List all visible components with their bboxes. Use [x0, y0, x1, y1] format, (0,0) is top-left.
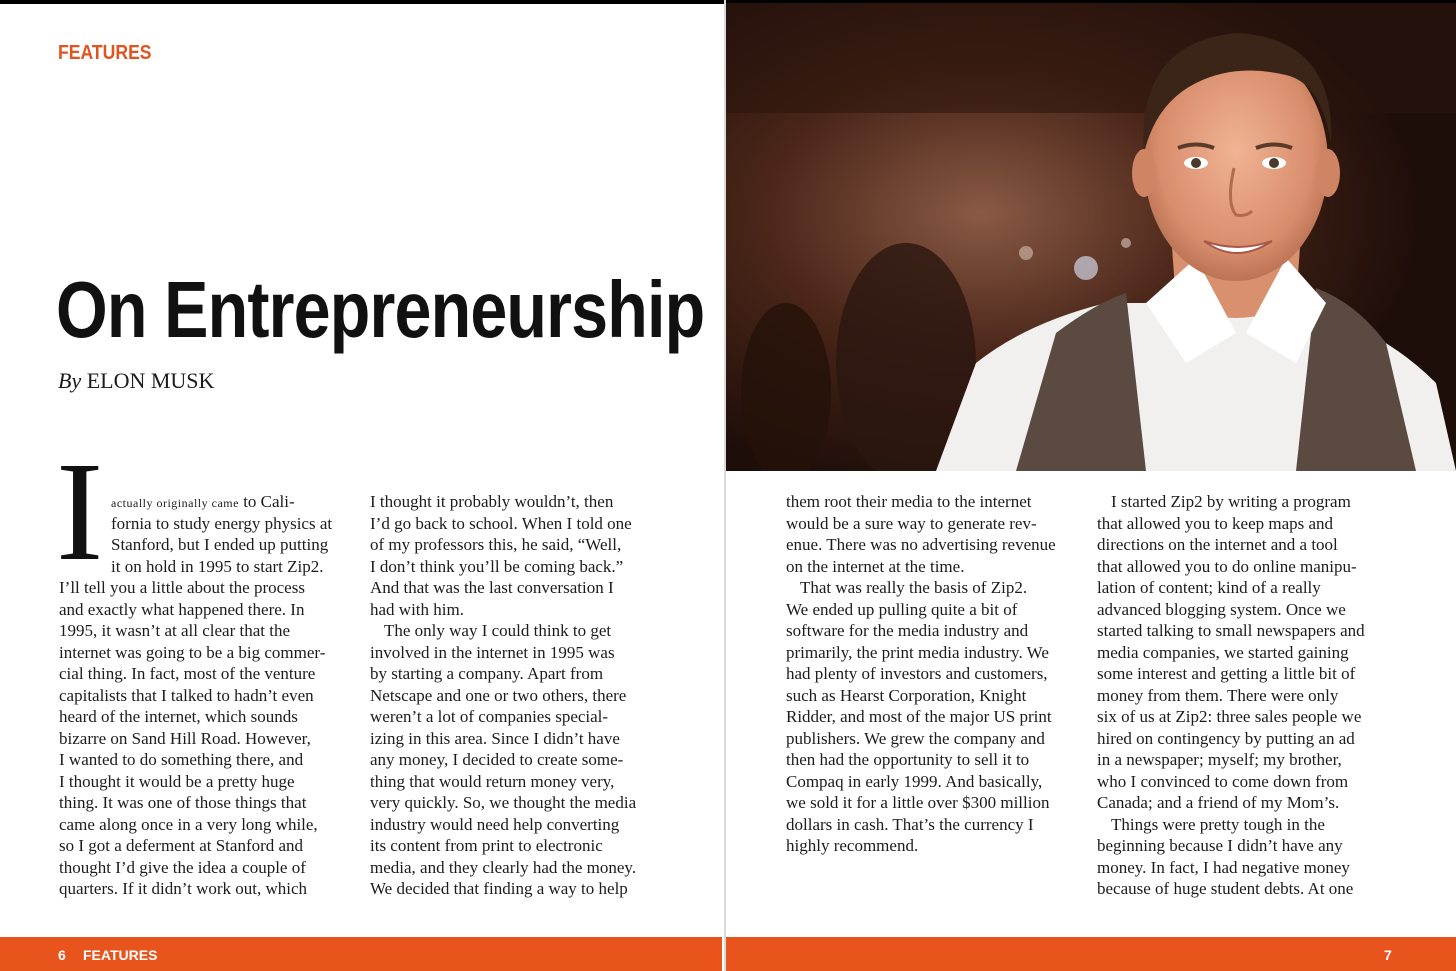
- article-line: beginning because I didn’t have any: [1097, 836, 1343, 855]
- article-line: heard of the internet, which sounds: [59, 707, 298, 726]
- article-line: fornia to study energy physics at: [111, 513, 333, 533]
- article-line: The only way I could think to get: [384, 621, 612, 640]
- article-line: dollars in cash. That’s the currency I: [786, 814, 1034, 834]
- article-line: Compaq in early 1999. And basically,: [786, 771, 1043, 791]
- article-line: of my professors this, he said, “Well,: [370, 535, 622, 554]
- article-line: that allowed you to do online manipu-: [1097, 556, 1357, 576]
- article-line: industry would need help converting: [370, 814, 620, 834]
- article-column-2: [370, 491, 670, 900]
- article-line: Canada; and a friend of my Mom’s.: [1097, 793, 1340, 812]
- article-line: and exactly what happened there. In: [59, 599, 305, 619]
- article-line: primarily, the print media industry. We: [786, 642, 1049, 662]
- article-line: I started Zip2 by writing a program: [1111, 492, 1351, 511]
- article-line: That was really the basis of Zip2.: [800, 578, 1028, 597]
- article-line: internet was going to be a big commer-: [59, 642, 326, 662]
- article-line: then had the opportunity to sell it to: [786, 750, 1030, 769]
- author-photo: [726, 3, 1456, 471]
- section-label: FEATURES: [58, 42, 152, 64]
- article-line: publishers. We grew the company and: [786, 728, 1045, 748]
- article-line: started talking to small newspapers and: [1097, 621, 1365, 640]
- article-line: software for the media industry and: [786, 621, 1029, 640]
- article-line: lation of content; kind of a really: [1097, 578, 1321, 597]
- article-line: quarters. If it didn’t work out, which: [59, 879, 308, 898]
- article-line: I don’t think you’ll be coming back.”: [370, 556, 624, 576]
- article-line: by starting a company. Apart from: [370, 664, 604, 683]
- article-line: I thought it probably wouldn’t, then: [370, 492, 614, 511]
- article-line: some interest and getting a little bit of: [1097, 664, 1356, 683]
- article-line: had plenty of investors and customers,: [786, 664, 1048, 683]
- article-line: And that was the last conversation I: [370, 578, 614, 597]
- article-line: I wanted to do something there, and: [59, 750, 304, 769]
- article-line: we sold it for a little over $300 million: [786, 793, 1050, 812]
- article-column-3: [786, 491, 1086, 857]
- article-line: media companies, we started gaining: [1097, 642, 1349, 662]
- article-line: Stanford, but I ended up putting: [111, 535, 329, 554]
- article-line: any money, I decided to create some-: [370, 750, 624, 769]
- article-line: would be a sure way to generate rev-: [786, 513, 1037, 533]
- article-line: them root their media to the internet: [786, 492, 1032, 511]
- portrait-illustration: [726, 3, 1456, 471]
- lead-smallcaps: actually originally came: [111, 496, 239, 510]
- article-line: izing in this area. Since I didn’t have: [370, 728, 620, 748]
- article-line: 1995, it wasn’t at all clear that the: [59, 621, 291, 640]
- byline: [58, 368, 214, 394]
- article-line: We ended up pulling quite a bit of: [786, 599, 1018, 619]
- byline-prefix: By: [58, 368, 82, 393]
- article-line: media, and they clearly had the money.: [370, 857, 637, 877]
- article-line: We decided that finding a way to help: [370, 879, 628, 898]
- article-line: came along once in a very long while,: [59, 814, 318, 834]
- article-line: had with him.: [370, 599, 464, 619]
- article-line: very quickly. So, we thought the media: [370, 793, 637, 812]
- headline: On Entrepreneurship: [56, 265, 705, 354]
- article-line: capitalists that I talked to hadn’t even: [59, 685, 314, 705]
- page-number-left: 6: [58, 947, 66, 963]
- article-line: weren’t a lot of companies special-: [370, 707, 609, 726]
- article-line: it on hold in 1995 to start Zip2.: [111, 556, 324, 576]
- footer-bar-right: [726, 937, 1456, 971]
- article-line: its content from print to electronic: [370, 836, 603, 855]
- article-line: hired on contingency by putting an ad: [1097, 728, 1355, 748]
- article-line: who I convinced to come down from: [1097, 771, 1349, 791]
- article-line: because of huge student debts. At one: [1097, 879, 1354, 898]
- article-line: involved in the internet in 1995 was: [370, 642, 615, 662]
- article-line: six of us at Zip2: three sales people we: [1097, 707, 1362, 726]
- article-line: on the internet at the time.: [786, 556, 965, 576]
- article-line: Netscape and one or two others, there: [370, 685, 627, 705]
- article-line: in a newspaper; myself; my brother,: [1097, 750, 1342, 769]
- article-line: advanced blogging system. Once we: [1097, 599, 1346, 619]
- article-line: I thought it would be a pretty huge: [59, 771, 295, 791]
- article-column-1: [59, 491, 359, 900]
- article-line: cial thing. In fact, most of the venture: [59, 664, 316, 683]
- article-line: thing that would return money very,: [370, 771, 615, 791]
- article-line: highly recommend.: [786, 836, 919, 855]
- article-line: Things were pretty tough in the: [1111, 814, 1325, 834]
- article-line: thought I’d give the idea a couple of: [59, 857, 306, 877]
- article-line: directions on the internet and a tool: [1097, 535, 1338, 554]
- byline-author: ELON MUSK: [86, 368, 215, 393]
- page-number-right: 7: [1384, 947, 1392, 963]
- article-line: so I got a deferment at Stanford and: [59, 836, 304, 855]
- article-line: money from them. There were only: [1097, 685, 1339, 705]
- footer-section-label: FEATURES: [83, 947, 158, 963]
- article-line: Ridder, and most of the major US print: [786, 707, 1052, 726]
- article-line: I’ll tell you a little about the process: [59, 578, 305, 597]
- article-line: such as Hearst Corporation, Knight: [786, 685, 1027, 705]
- article-line: actually originally came to Cali-: [111, 492, 295, 511]
- article-line: thing. It was one of those things that: [59, 793, 307, 812]
- article-line: enue. There was no advertising revenue: [786, 535, 1056, 554]
- article-line: that allowed you to keep maps and: [1097, 513, 1334, 533]
- article-column-4: [1097, 491, 1407, 900]
- article-line: money. In fact, I had negative money: [1097, 857, 1350, 877]
- article-line: bizarre on Sand Hill Road. However,: [59, 728, 311, 748]
- drop-cap: I: [56, 432, 104, 590]
- article-line: I’d go back to school. When I told one: [370, 513, 632, 533]
